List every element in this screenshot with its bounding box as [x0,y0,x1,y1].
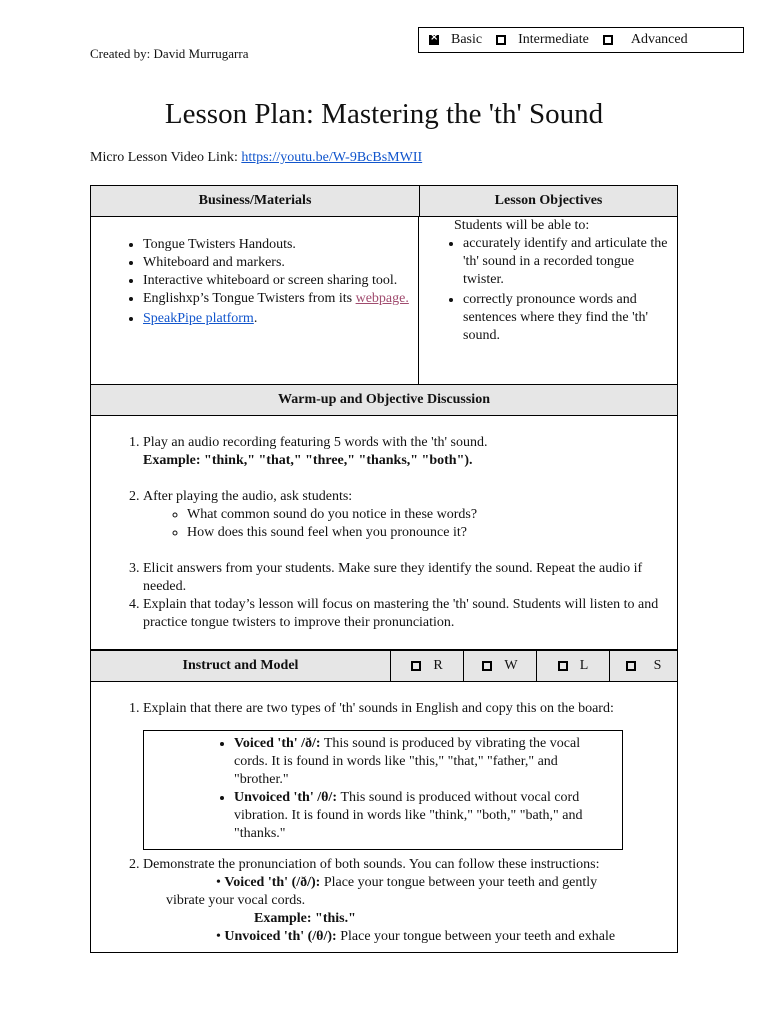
video-link[interactable]: https://youtu.be/W-9BcBsMWII [241,150,423,165]
checkbox-icon[interactable] [482,661,492,671]
level-advanced[interactable] [603,32,688,48]
instruct-heading: Instruct and Model [91,651,391,681]
list-item: 3. Elicit answers from your students. Make sure they identify the sound. Repeat the audio if needed. [143,560,669,596]
unvoiced-instruction: • Unvoiced 'th' (/θ/): Place your tongue between your teeth and exhale [216,929,616,944]
checkbox-icon[interactable] [558,661,568,671]
materials-objectives-header [91,186,677,217]
list-item [143,488,669,542]
list-item: ◦ How does this sound feel when you pronounce it? [187,524,669,542]
level-selector [418,27,744,53]
materials-list [91,236,439,328]
lesson-plan-table [90,185,678,953]
voiced-example: Example: "this." [254,911,356,926]
warmup-heading: Warm-up and Objective Discussion [91,385,677,416]
instruct-cell [91,682,677,952]
warmup-cell [91,416,677,650]
list-item [143,310,439,328]
skill-w[interactable] [464,651,537,681]
unvoiced-term: Unvoiced 'th' /θ/: [234,790,337,805]
voiced-term: Voiced 'th' /ð/: [234,736,321,751]
th-sounds-list [144,735,622,843]
checkbox-icon[interactable] [603,35,613,45]
skill-r-label: R [433,658,443,673]
th-sounds-box [143,730,623,850]
voiced-text: This sound is produced by vibrating the vocal cords. It is found in words like "this," "that," "father," and "brother." [234,736,581,787]
created-by: Created by: David Murrugarra [90,46,249,61]
webpage-link[interactable]: webpage. [355,291,409,306]
page-title: Lesson Plan: Mastering the 'th' Sound [164,98,604,130]
skill-w-label: W [504,658,518,673]
speakpipe-link[interactable]: SpeakPipe platform [143,311,254,326]
warmup-steps [91,434,677,632]
unvoiced-text: This sound is produced without vocal cord vibration. It is found in words like "think," "both," "bath," and "thanks." [234,790,583,841]
objectives-intro: Students will be able to: [454,218,590,233]
video-link-label: Micro Lesson Video Link: [90,150,242,165]
unvoiced-inst-term: Unvoiced 'th' (/θ/): [224,929,337,944]
list-item: • Tongue Twisters Handouts. [143,236,439,254]
checkbox-icon[interactable] [496,35,506,45]
list-item: 1. Explain that there are two types of 'th' sounds in English and copy this on the board: [143,700,669,718]
list-item [234,735,610,789]
skill-l[interactable] [537,651,610,681]
list-item: • Interactive whiteboard or screen sharing tool. [143,272,439,290]
video-link-line [90,150,422,166]
list-item: • correctly pronounce words and sentences where they find the 'th' sound. [463,291,671,345]
materials-cell [91,217,419,384]
list-item: • accurately identify and articulate the 'th' sound in a recorded tongue twister. [463,235,671,289]
checkbox-icon[interactable] [626,661,636,671]
level-intermediate[interactable] [496,32,589,48]
level-advanced-label: Advanced [630,32,688,47]
unvoiced-inst-text: Place your tongue between your teeth and exhale [336,929,616,944]
list-item: 2. Demonstrate the pronunciation of both sounds. You can follow these instructions: [143,856,669,874]
voiced-inst-term: Voiced 'th' (/ð/): [224,875,321,890]
list-item [143,290,439,308]
list-item-suffix: . [253,311,258,326]
level-basic-label: Basic [451,32,483,47]
checkbox-icon[interactable] [411,661,421,671]
warmup-questions [143,506,669,542]
voiced-inst-text: Place your tongue between your teeth and gently vibrate your vocal cords. [166,875,598,908]
materials-heading: Business/Materials [91,186,420,216]
objectives-heading: Lesson Objectives [494,193,603,208]
instruct-header [91,650,677,682]
list-item [143,434,669,470]
skill-s-label: S [653,658,662,673]
skill-l-label: L [579,658,589,673]
warmup-step-2: After playing the audio, ask students: [143,489,353,504]
list-item-text: Englishxp’s Tongue Twisters from its [143,291,356,306]
checked-box-icon[interactable] [429,35,439,45]
objectives-cell [419,217,677,384]
list-item [234,789,610,843]
objectives-list [419,235,677,345]
list-item: 4. Explain that today’s lesson will focus on mastering the 'th' sound. Students will listen to and practice tongue twisters to improve their pronunciation. [143,596,669,632]
skill-r[interactable] [391,651,464,681]
level-basic[interactable] [429,32,482,48]
warmup-example: Example: "think," "that," "three," "thanks," "both"). [143,453,473,468]
instruct-steps [91,700,677,718]
voiced-instruction: • Voiced 'th' (/ð/): Place your tongue between your teeth and gently vibrate your vocal cords. [166,875,598,908]
list-item: ◦ What common sound do you notice in these words? [187,506,669,524]
pronunciation-instructions [91,874,677,946]
level-intermediate-label: Intermediate [518,32,589,47]
instruct-steps-continued [91,856,677,874]
materials-objectives-row [91,217,677,385]
skill-s[interactable] [610,651,677,681]
warmup-step-1: Play an audio recording featuring 5 words with the 'th' sound. [143,435,488,450]
list-item: • Whiteboard and markers. [143,254,439,272]
